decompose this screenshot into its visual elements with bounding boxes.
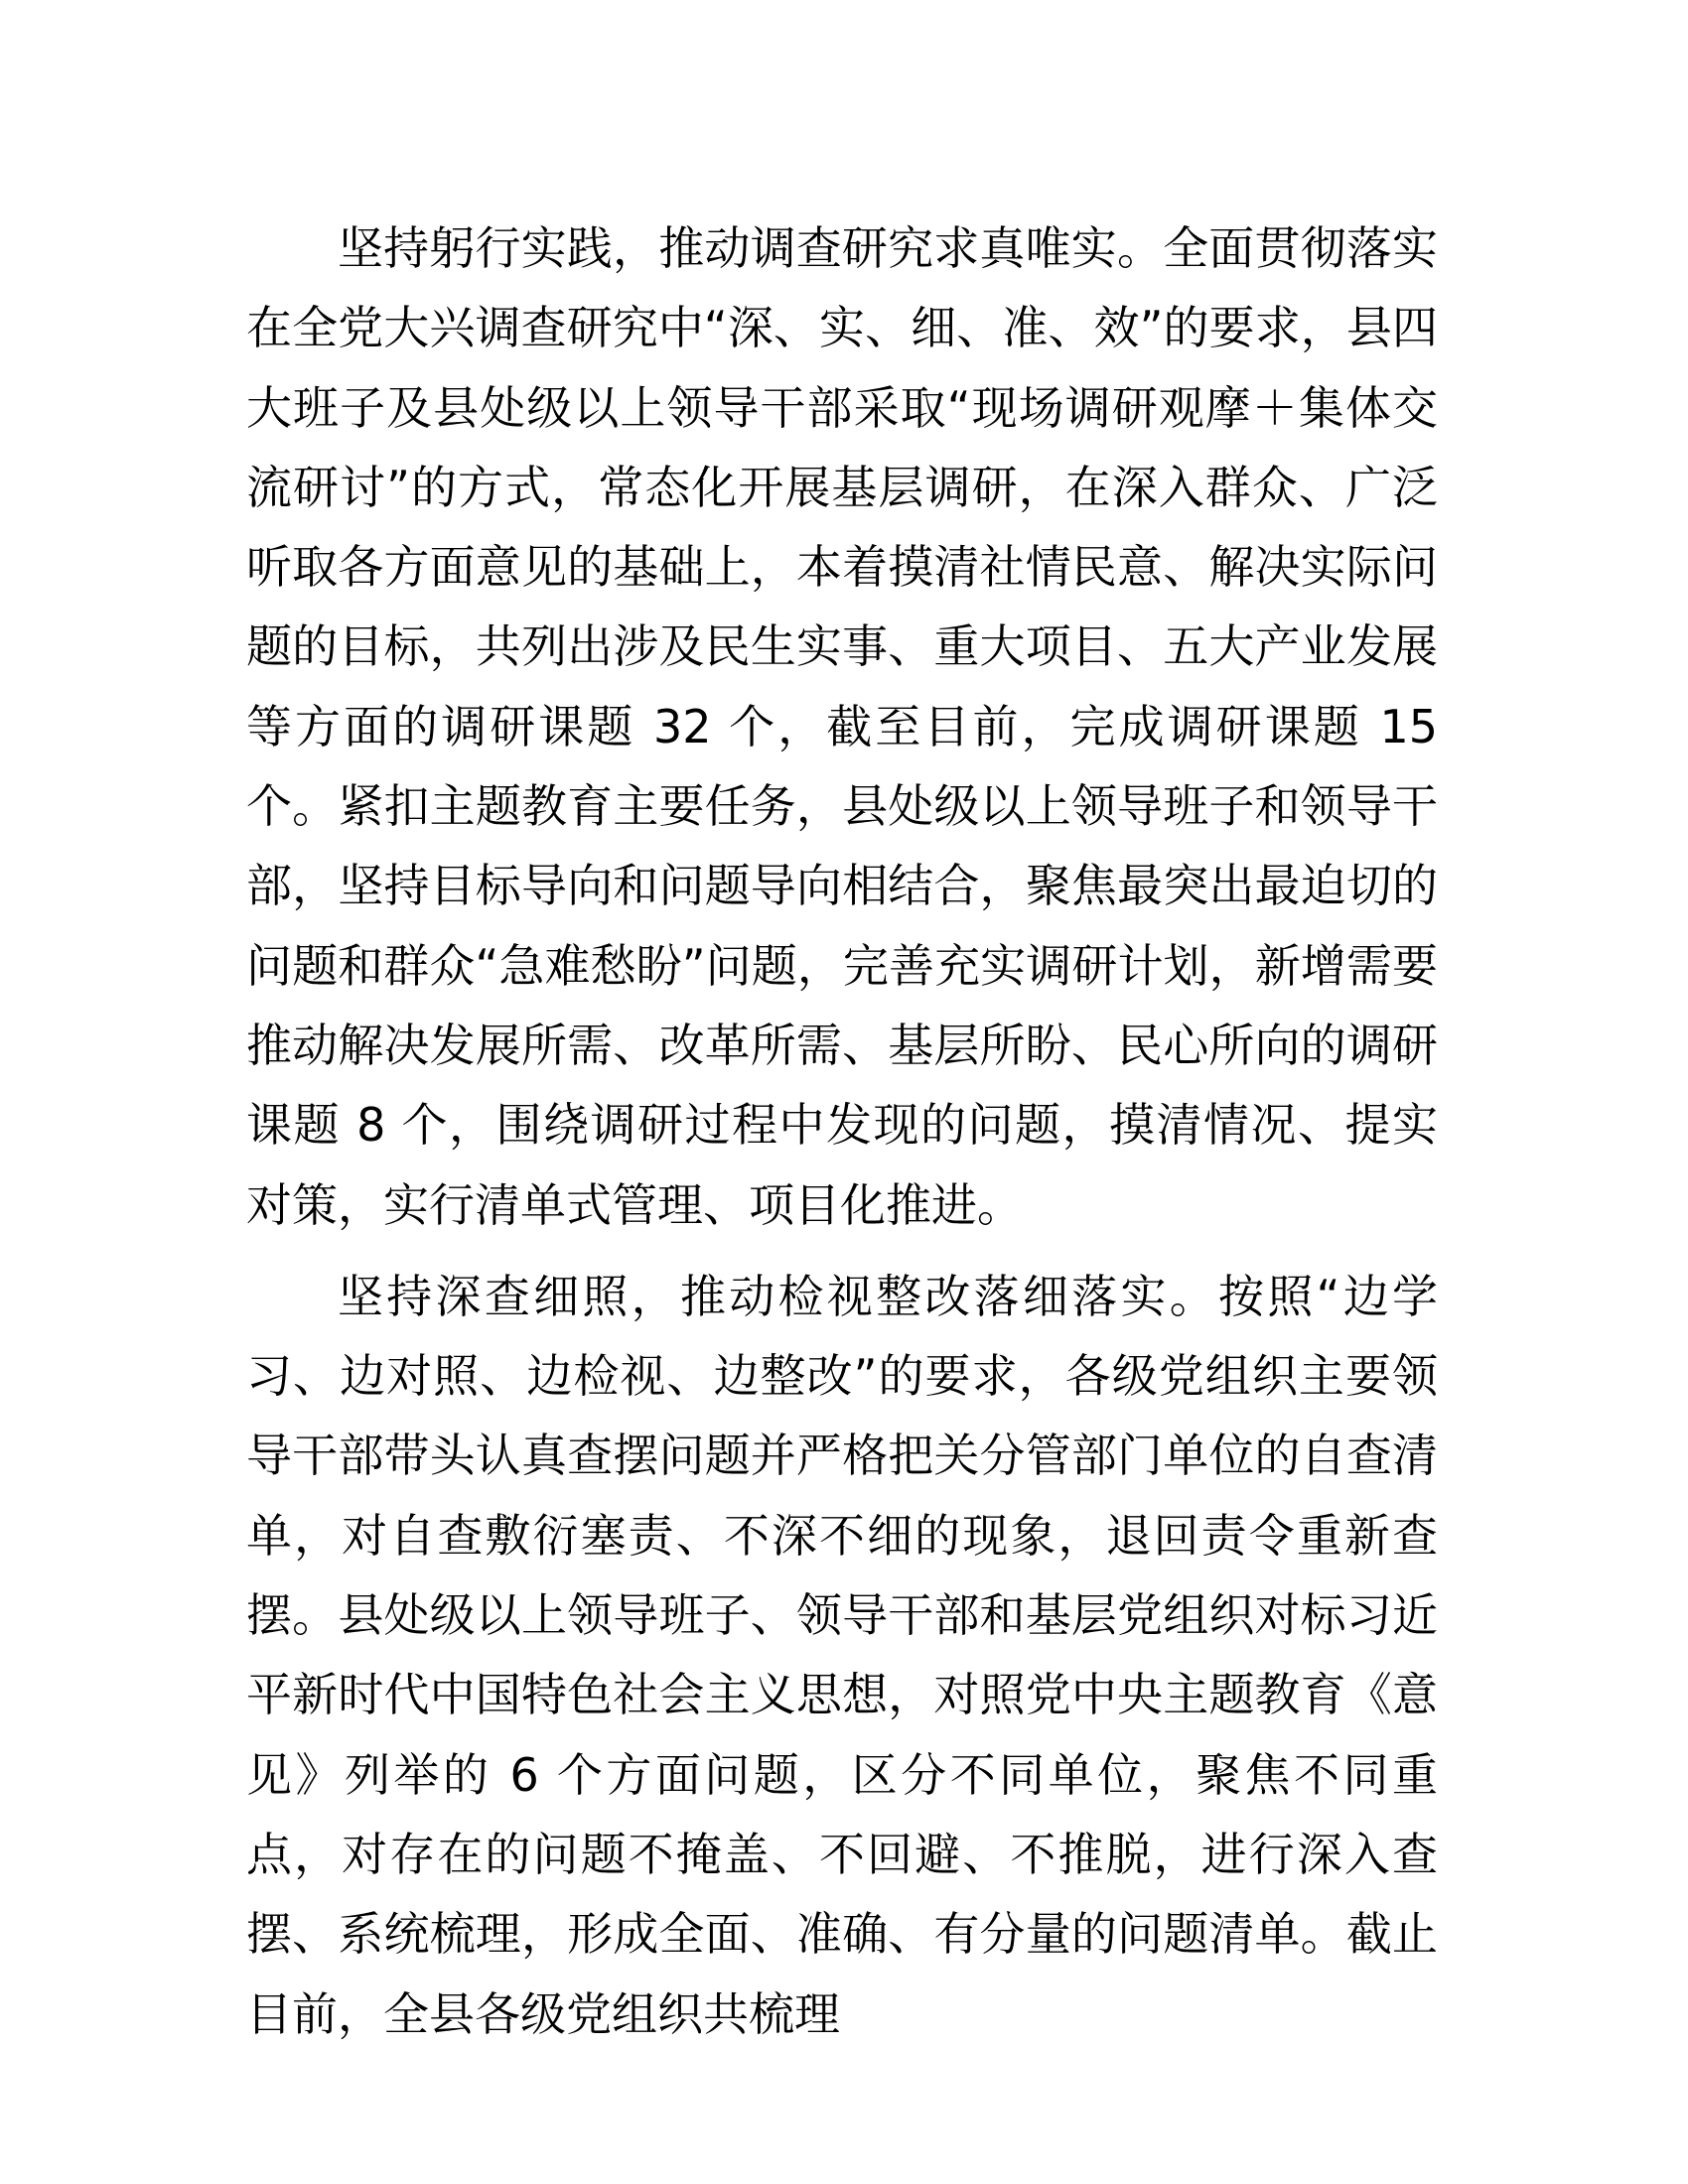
paragraph-rectification: 坚持深查细照，推动检视整改落细落实。按照“边学习、边对照、边检视、边整改”的要求，各级党组织主要领导干部带头认真查摆问题并严格把关分管部门单位的自查清单，对自查敷衍塞责、不深不细的现象，退回责令重新查摆。县处级以上领导班子、领导干部和基层党组织对标习近平新时代中国特色社会主义思想，对照党中央主题教育《意见》列举的 6 个方面问题，区分不同单位，聚焦不同重点，对存在的问题不掩盖、不回避、不推脱，进行深入查摆、系统梳理，形成全面、准确、有分量的问题清单。截止目前，全县各级党组织共梳理	[246, 1269, 1438, 2041]
body-text	[246, 208, 1438, 2054]
paragraph-research: 坚持躬行实践，推动调查研究求真唯实。全面贯彻落实在全党大兴调查研究中“深、实、细、准、效”的要求，县四大班子及县处级以上领导干部采取“现场调研观摩＋集体交流研讨”的方式，常态化开展基层调研，在深入群众、广泛听取各方面意见的基础上，本着摸清社情民意、解决实际问题的目标，共列出涉及民生实事、重大项目、五大产业发展等方面的调研课题 32 个，截至目前，完成调研课题 15 个。紧扣主题教育主要任务，县处级以上领导班子和领导干部，坚持目标导向和问题导向相结合，聚焦最突出最迫切的问题和群众“急难愁盼”问题，完善充实调研计划，新增需要推动解决发展所需、改革所需、基层所盼、民心所向的调研课题 8 个，围绕调研过程中发现的问题，摸清情况、提实对策，实行清单式管理、项目化推进。	[246, 221, 1438, 1232]
